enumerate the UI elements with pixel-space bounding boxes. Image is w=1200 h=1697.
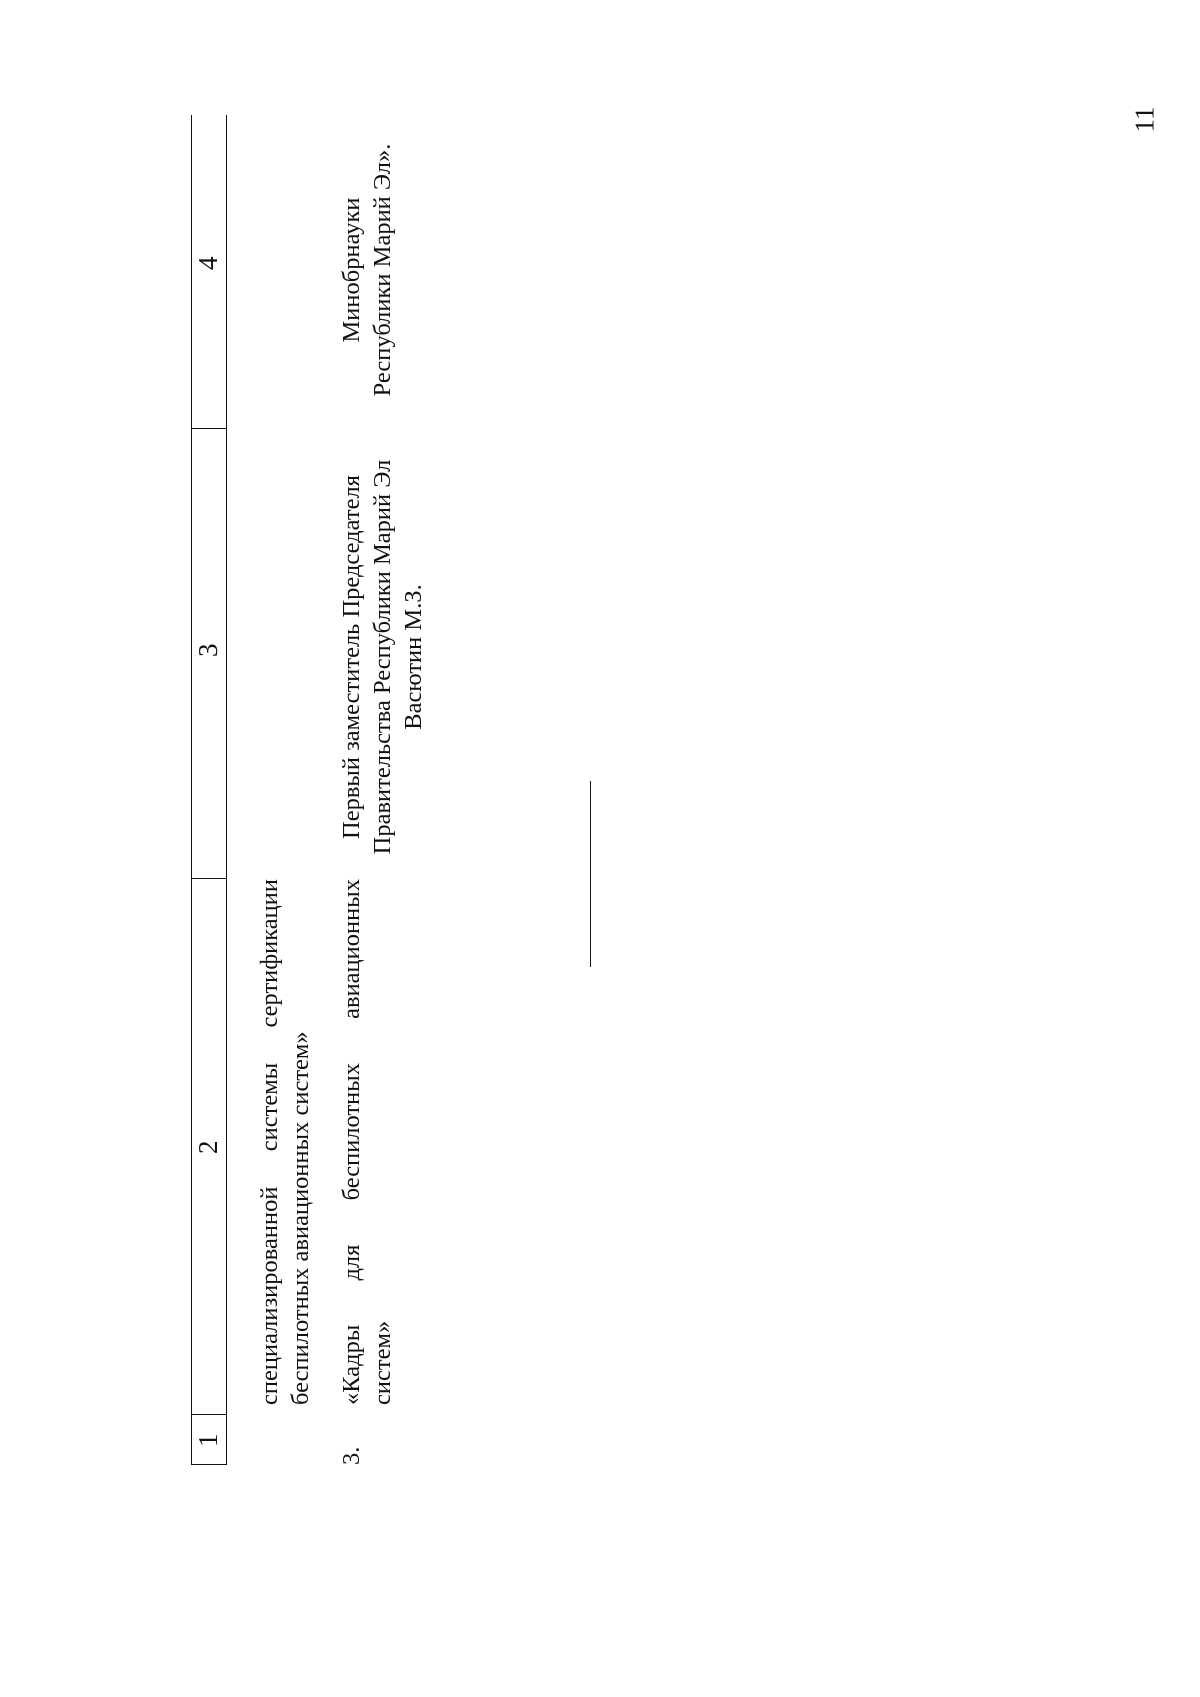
row3-executor-line1: Минобрнауки [338,197,365,343]
header-divider-3-4 [191,428,226,429]
header-left-border [191,1464,226,1465]
header-divider-2-3 [191,878,226,879]
row3-responsible-line1: Первый заместитель Председателя [338,475,365,839]
header-divider-1-2 [191,1414,226,1415]
row3-name-word-1: «Кадры [338,1324,365,1405]
row3-number: 3. [338,1446,365,1465]
header-bottom-rule [226,115,227,1465]
row3-name-line1 [336,879,367,1405]
page-number: 11 [1129,106,1160,133]
row3-name-word-2: для [338,1244,365,1281]
row3-executor-line2: Республики Марий Эл». [369,143,396,397]
continued-name-line1: специализированной системы сертификации [256,879,283,1405]
column-header-3: 3 [193,643,223,657]
column-header-2: 2 [193,1140,223,1154]
column-header-1: 1 [193,1433,223,1447]
continued-name-line2: беспилотных авиационных систем» [287,1031,314,1405]
header-top-rule [191,115,192,1465]
row3-name-line2: систем» [369,1320,396,1405]
row3-name-word-4: авиационных [338,879,365,1019]
column-header-4: 4 [193,256,223,270]
row3-responsible-line2: Правительства Республики Марий Эл [369,459,396,855]
row3-responsible-line3: Васютин М.З. [400,584,427,730]
closing-separator-rule [590,781,591,967]
row3-name-word-3: беспилотных [338,1063,365,1201]
